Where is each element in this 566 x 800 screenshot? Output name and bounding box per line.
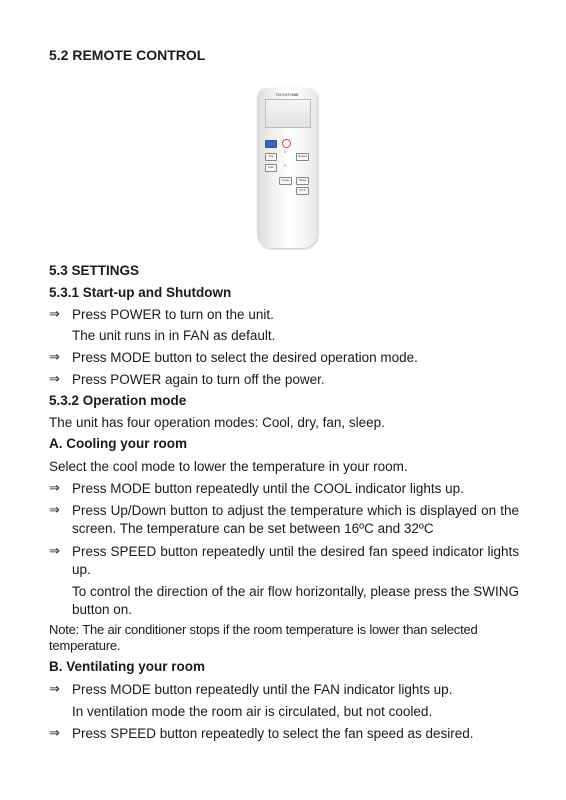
list-item: ⇒ Press MODE button repeatedly until the COOL indicator lights up. [49,481,464,496]
remote-fan-button: Fan [265,164,277,172]
remote-brand-logo: TOYOTOMI [275,92,299,97]
section-title: 5.2 REMOTE CONTROL [49,47,206,63]
startup-heading: 5.3.1 Start-up and Shutdown [49,285,232,300]
cooling-intro: Select the cool mode to lower the temperature in your room. [49,459,408,474]
list-item: ⇒ Press POWER to turn on the unit. [49,307,274,322]
power-icon [282,139,291,148]
remote-control-image [257,88,317,248]
list-item-sub: The unit runs in in FAN as default. [72,328,276,343]
arrow-icon: ⇒ [49,350,60,365]
arrow-icon: ⇒ [49,682,60,697]
list-item: ⇒ Press SPEED button repeatedly to select the fan speed as desired. [49,726,474,741]
up-arrow-icon: ⌃ [283,151,288,157]
arrow-icon: ⇒ [49,726,60,741]
list-item: ⇒ Press Up/Down button to adjust the temperature which is displayed on the screen. The temperature can be set between 16ºC and 32ºC [49,503,519,536]
cooling-note: Note: The air conditioner stops if the room temperature is lower than selected temperature. [49,622,478,653]
remote-display-screen [265,99,311,128]
arrow-icon: ⇒ [49,503,60,518]
remote-speed-button: Speed [296,153,309,161]
list-item: ⇒ Press MODE button to select the desired operation mode. [49,350,418,365]
arrow-icon: ⇒ [49,481,60,496]
cooling-heading: A. Cooling your room [49,436,187,451]
operation-mode-heading: 5.3.2 Operation mode [49,393,187,408]
settings-heading: 5.3 SETTINGS [49,263,140,278]
remote-dry-button: Dry [265,153,277,161]
list-item: ⇒ Press MODE button repeatedly until the FAN indicator lights up. [49,682,453,697]
remote-timer-button: Timer [279,177,292,185]
list-item-sub: To control the direction of the air flow horizontally, please press the SWING button on. [72,584,519,617]
remote-temp-unit-button: °C/°F [296,187,309,195]
remote-sleep-button: Sleep [296,177,309,185]
list-item: ⇒ Press SPEED button repeatedly until the desired fan speed indicator lights up. [49,544,519,577]
arrow-icon: ⇒ [49,307,60,322]
arrow-icon: ⇒ [49,544,60,559]
arrow-icon: ⇒ [49,372,60,387]
ventilating-heading: B. Ventilating your room [49,659,206,674]
down-arrow-icon: ⌄ [283,162,288,168]
list-item: ⇒ Press POWER again to turn off the power. [49,372,325,387]
list-item-sub: In ventilation mode the room air is circulated, but not cooled. [72,704,433,719]
remote-mode-button [265,140,277,148]
operation-mode-intro: The unit has four operation modes: Cool, dry, fan, sleep. [49,415,385,430]
